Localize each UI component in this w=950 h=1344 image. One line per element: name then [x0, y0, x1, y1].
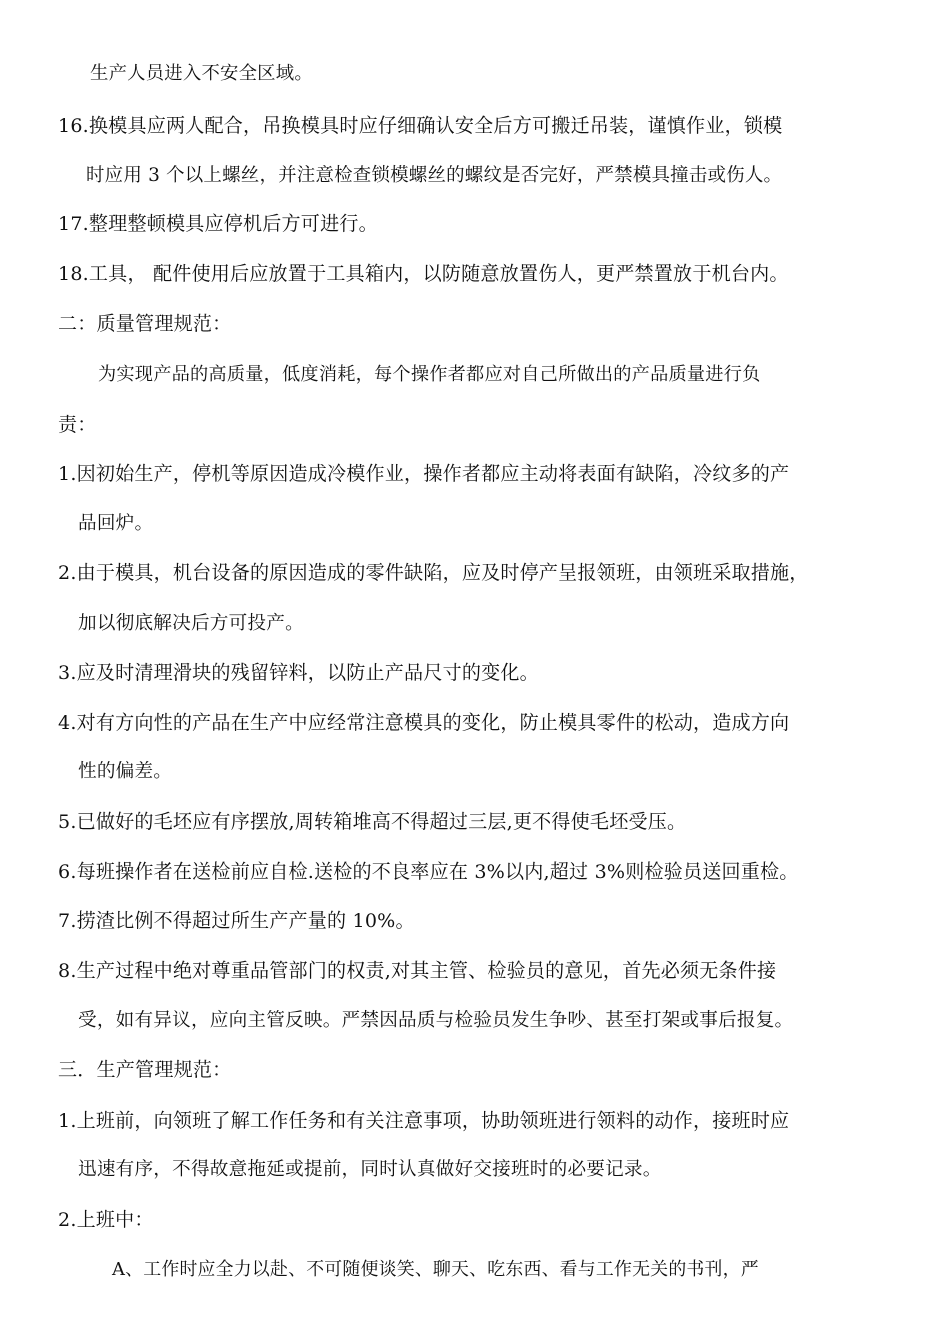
text-line-16: 5.已做好的毛坯应有序摆放,周转箱堆高不得超过三层,更不得使毛坯受压。: [58, 811, 687, 833]
text-line-24: 2.上班中：: [58, 1209, 154, 1231]
text-line-20: 受，如有异议，应向主管反映。严禁因品质与检验员发生争吵、甚至打架或事后报复。: [78, 1010, 794, 1031]
text-line-11: 2.由于模具，机台设备的原因造成的零件缺陷，应及时停产呈报领班，由领班采取措施，: [58, 562, 809, 584]
text-line-19: 8.生产过程中绝对尊重品管部门的权责,对其主管、检验员的意见，首先必须无条件接: [58, 960, 777, 982]
text-line-12: 加以彻底解决后方可投产。: [78, 613, 304, 634]
text-line-9: 1.因初始生产，停机等原因造成冷模作业，操作者都应主动将表面有缺陷，冷纹多的产: [58, 463, 790, 485]
text-line-4: 17.整理整顿模具应停机后方可进行。: [58, 213, 378, 235]
text-line-22: 1.上班前，向领班了解工作任务和有关注意事项，协助领班进行领料的动作，接班时应: [58, 1110, 790, 1132]
text-line-25: A、工作时应全力以赴、不可随便谈笑、聊天、吃东西、看与工作无关的书刊，严: [112, 1259, 759, 1280]
text-line-7: 为实现产品的高质量，低度消耗，每个操作者都应对自己所做出的产品质量进行负: [98, 364, 761, 385]
text-line-15: 性的偏差。: [78, 761, 173, 782]
text-line-5: 18.工具， 配件使用后应放置于工具箱内，以防随意放置伤人，更严禁置放于机台内。: [58, 263, 789, 285]
text-line-1: 生产人员进入不安全区域。: [90, 63, 313, 84]
text-line-3: 时应用 3 个以上螺丝，并注意检查锁模螺丝的螺纹是否完好，严禁模具撞击或伤人。: [86, 165, 783, 186]
text-line-17: 6.每班操作者在送检前应自检.送检的不良率应在 3%以内,超过 3%则检验员送回重检。: [58, 861, 799, 883]
text-line-8: 责：: [58, 414, 97, 436]
text-line-13: 3.应及时清理滑块的残留锌料，以防止产品尺寸的变化。: [58, 662, 539, 684]
text-line-10: 品回炉。: [78, 513, 154, 534]
text-line-23: 迅速有序，不得故意拖延或提前，同时认真做好交接班时的必要记录。: [78, 1159, 662, 1180]
text-line-14: 4.对有方向性的产品在生产中应经常注意模具的变化，防止模具零件的松动，造成方向: [58, 712, 790, 734]
section-heading-quality: 二：质量管理规范：: [58, 313, 232, 335]
text-line-2: 16.换模具应两人配合，吊换模具时应仔细确认安全后方可搬迁吊装，谨慎作业，锁模: [58, 115, 783, 137]
section-heading-production: 三．生产管理规范：: [58, 1059, 232, 1081]
text-line-18: 7.捞渣比例不得超过所生产产量的 10%。: [58, 910, 415, 932]
